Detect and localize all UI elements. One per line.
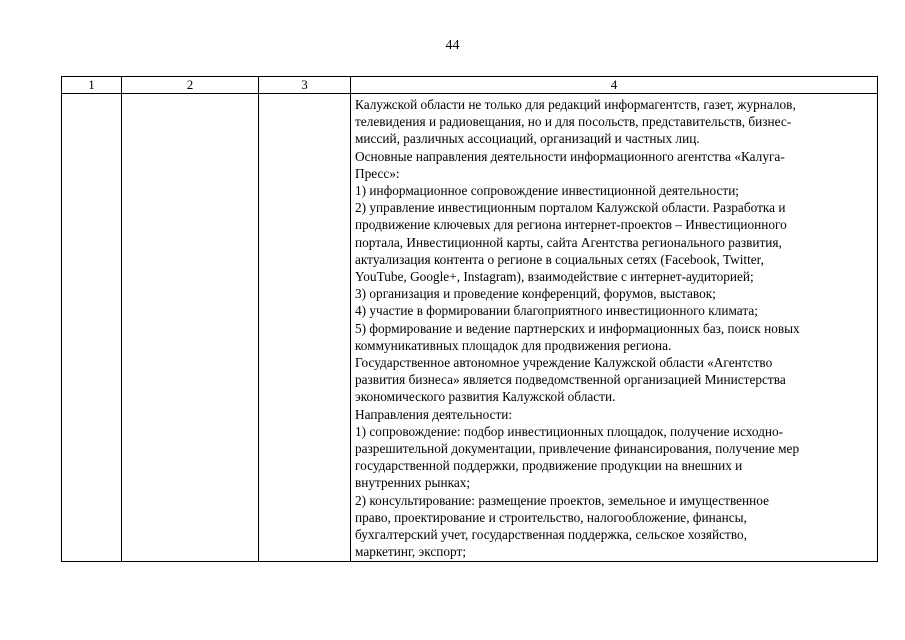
text-line: телевидения и радиовещания, но и для посольств, представительств, бизнес- [355,114,792,130]
cell-column-3 [259,94,351,562]
cell-column-4 [351,94,878,562]
text-line: портала, Инвестиционной карты, сайта Агентства регионального развития, [355,234,782,250]
text-line: разрешительной документации, привлечение финансирования, получение мер [355,441,800,457]
text-line: 5) формирование и ведение партнерских и информационных баз, поиск новых [355,320,800,336]
text-line: государственной поддержки, продвижение продукции на внешних и [355,458,743,474]
column-number-3: 3 [259,77,351,94]
text-line: актуализация контента о регионе в социальных сетях (Facebook, Twitter, [355,251,764,267]
text-line: экономического развития Калужской области. [355,389,616,405]
text-line: маркетинг, экспорт; [355,544,467,560]
text-line: Калужской области не только для редакций информагентств, газет, журналов, [355,97,796,112]
text-line: развития бизнеса» является подведомственной организацией Министерства [355,372,786,388]
text-line: продвижение ключевых для региона интернет-проектов – Инвестиционного [355,217,787,233]
cell-column-1 [62,94,122,562]
column-number-2: 2 [122,77,259,94]
text-line: Направления деятельности: [355,406,513,422]
text-line: 3) организация и проведение конференций, форумов, выставок; [355,286,716,302]
table-header-row [62,77,878,94]
text-line: 2) управление инвестиционным порталом Калужской области. Разработка и [355,200,786,216]
text-line: бухгалтерский учет, государственная поддержка, сельское хозяйство, [355,527,747,543]
text-line: 1) информационное сопровождение инвестиционной деятельности; [355,183,740,199]
text-line: коммуникативных площадок для продвижения региона. [355,337,672,353]
column-number-1: 1 [62,77,122,94]
table-row [62,94,878,562]
text-line: Основные направления деятельности информационного агентства «Калуга- [355,148,785,164]
text-line: внутренних рынках; [355,475,471,491]
text-line: миссий, различных ассоциаций, организаций и частных лиц. [355,131,700,147]
text-line: YouTube, Google+, Instagram), взаимодействие с интернет-аудиторией; [355,269,754,285]
text-line: 1) сопровождение: подбор инвестиционных площадок, получение исходно- [355,423,784,439]
text-line: Пресс»: [355,165,400,181]
text-line: 4) участие в формировании благоприятного инвестиционного климата; [355,303,758,319]
text-line: 2) консультирование: размещение проектов, земельное и имущественное [355,492,769,508]
cell-column-2 [122,94,259,562]
text-line: Государственное автономное учреждение Калужской области «Агентство [355,355,773,371]
document-table [61,76,878,562]
page-number: 44 [445,38,460,53]
column-number-4: 4 [351,77,878,94]
text-line: право, проектирование и строительство, налогообложение, финансы, [355,509,747,525]
